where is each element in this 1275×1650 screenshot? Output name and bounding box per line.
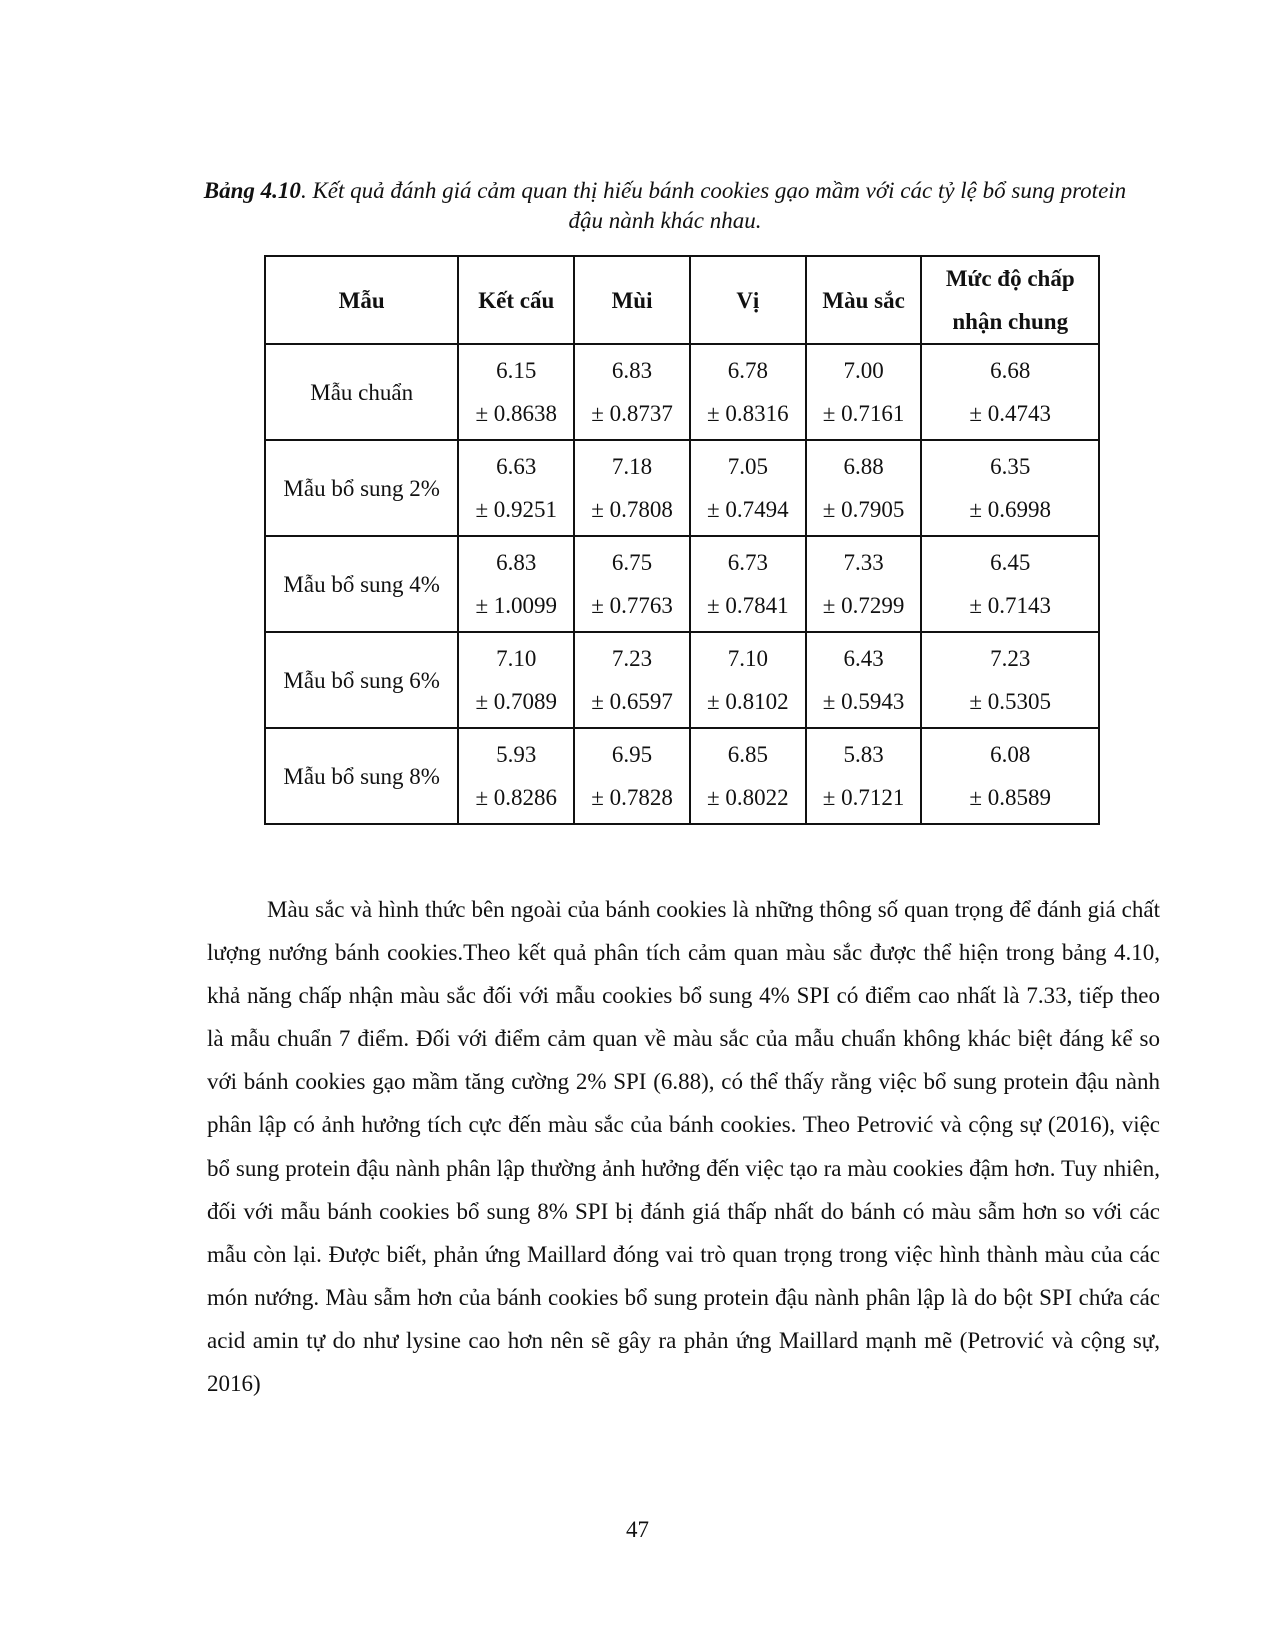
- score-cell: [574, 536, 690, 632]
- score-cell: [690, 632, 806, 728]
- sample-name: Mẫu bổ sung 2%: [265, 440, 458, 536]
- sample-name: Mẫu bổ sung 4%: [265, 536, 458, 632]
- score-mean: 7.05: [727, 454, 768, 479]
- score-sd: ± 0.4743: [969, 401, 1052, 426]
- score-cell: [806, 440, 922, 536]
- score-sd: ± 0.8638: [475, 401, 558, 426]
- score-cell: [458, 632, 574, 728]
- score-mean: 5.93: [496, 742, 537, 767]
- score-mean: 6.88: [843, 454, 884, 479]
- score-sd: ± 0.8286: [475, 785, 558, 810]
- score-cell: [690, 440, 806, 536]
- page-number: 47: [626, 1517, 649, 1542]
- score-sd: ± 0.8316: [707, 401, 789, 426]
- score-sd: ± 0.6597: [591, 689, 673, 714]
- score-sd: ± 0.9251: [475, 497, 558, 522]
- score-cell: [806, 632, 922, 728]
- score-cell: [458, 536, 574, 632]
- header-texture: Kết cấu: [458, 256, 574, 344]
- score-cell: [574, 344, 690, 440]
- table-header-row: [265, 256, 1099, 344]
- score-mean: 6.83: [496, 550, 537, 575]
- sample-name: Mẫu chuẩn: [265, 344, 458, 440]
- score-mean: 6.75: [611, 550, 653, 575]
- score-sd: ± 0.8589: [969, 785, 1052, 810]
- body-paragraph: Màu sắc và hình thức bên ngoài của bánh cookies là những thông số quan trọng để đánh giá chất lượng nướng bánh cookies.Theo kết quả phân tích cảm quan màu sắc được thể hiện trong bảng 4.10, khả năng chấp nhận màu sắc đối với mẫu cookies bổ sung 4% SPI có điểm cao nhất là 7.33, tiếp theo là mẫu chuẩn 7 điểm. Đối với điểm cảm quan về màu sắc của mẫu chuẩn không khác biệt đáng kể so với bánh cookies gạo mầm tăng cường 2% SPI (6.88), có thể thấy rằng việc bổ sung protein đậu nành phân lập có ảnh hưởng tích cực đến màu sắc của bánh cookies. Theo Petrović và cộng sự (2016), việc bổ sung protein đậu nành phân lập thường ảnh hưởng đến việc tạo ra màu cookies đậm hơn. Tuy nhiên, đối với mẫu bánh cookies bổ sung 8% SPI bị đánh giá thấp nhất do bánh có màu sẫm hơn so với các mẫu còn lại. Được biết, phản ứng Maillard đóng vai trò quan trọng trong việc hình thành màu của các món nướng. Màu sẫm hơn của bánh cookies bổ sung protein đậu nành phân lập là do bột SPI chứa các acid amin tự do như lysine cao hơn nên sẽ gây ra phản ứng Maillard mạnh mẽ (Petrović và cộng sự, 2016): [207, 897, 1160, 1397]
- score-cell: [690, 344, 806, 440]
- score-mean: 7.10: [727, 646, 768, 671]
- sensory-results-table: [264, 255, 1100, 825]
- score-cell: [458, 440, 574, 536]
- header-taste: Vị: [690, 256, 806, 344]
- score-sd: ± 0.5943: [822, 689, 905, 714]
- score-mean: 6.68: [990, 358, 1031, 383]
- score-sd: ± 0.7905: [822, 497, 905, 522]
- score-cell: [690, 728, 806, 824]
- sample-name: Mẫu bổ sung 8%: [265, 728, 458, 824]
- score-mean: 6.78: [727, 358, 768, 383]
- score-cell: [458, 728, 574, 824]
- score-sd: ± 0.6998: [969, 497, 1052, 522]
- score-cell: [806, 344, 922, 440]
- score-mean: 6.45: [990, 550, 1031, 575]
- score-cell: [690, 536, 806, 632]
- score-mean: 7.10: [496, 646, 537, 671]
- score-mean: 6.83: [611, 358, 653, 383]
- table-row: [265, 536, 1099, 632]
- score-cell: [806, 728, 922, 824]
- header-color: Màu sắc: [806, 256, 922, 344]
- table-row: [265, 344, 1099, 440]
- score-sd: ± 0.7828: [591, 785, 673, 810]
- score-mean: 6.95: [611, 742, 653, 767]
- sample-name: Mẫu bổ sung 6%: [265, 632, 458, 728]
- table-row: [265, 440, 1099, 536]
- score-sd: ± 0.8737: [591, 401, 673, 426]
- header-sample: Mẫu: [265, 256, 458, 344]
- score-sd: ± 0.7161: [822, 401, 905, 426]
- table-caption-text: . Kết quả đánh giá cảm quan thị hiếu bánh cookies gạo mầm với các tỷ lệ bổ sung protein đậu nành khác nhau.: [300, 178, 1127, 233]
- score-cell: [458, 344, 574, 440]
- score-sd: ± 0.7121: [822, 785, 905, 810]
- score-mean: 6.15: [496, 358, 537, 383]
- score-sd: ± 0.7089: [475, 689, 558, 714]
- score-cell: [806, 536, 922, 632]
- score-mean: 6.63: [496, 454, 537, 479]
- score-sd: ± 0.8022: [707, 785, 789, 810]
- header-overall-acceptance: Mức độ chấp nhận chung: [921, 256, 1099, 344]
- score-mean: 7.00: [843, 358, 884, 383]
- score-mean: 6.73: [727, 550, 768, 575]
- score-mean: 7.23: [611, 646, 653, 671]
- score-cell: [921, 344, 1099, 440]
- header-odor: Mùi: [574, 256, 690, 344]
- score-cell: [921, 632, 1099, 728]
- score-sd: ± 0.7299: [822, 593, 905, 618]
- score-sd: ± 0.8102: [707, 689, 789, 714]
- score-mean: 6.08: [990, 742, 1031, 767]
- score-cell: [574, 440, 690, 536]
- table-caption: [200, 176, 1130, 236]
- score-cell: [574, 728, 690, 824]
- score-mean: 6.43: [843, 646, 884, 671]
- score-sd: ± 0.7763: [591, 593, 673, 618]
- score-sd: ± 1.0099: [475, 593, 558, 618]
- table-row: [265, 728, 1099, 824]
- score-mean: 7.33: [843, 550, 884, 575]
- score-cell: [921, 536, 1099, 632]
- table-caption-label: Bảng 4.10: [203, 178, 301, 203]
- score-sd: ± 0.7143: [969, 593, 1052, 618]
- score-sd: ± 0.7841: [707, 593, 789, 618]
- score-sd: ± 0.5305: [969, 689, 1052, 714]
- score-mean: 7.23: [990, 646, 1031, 671]
- score-cell: [921, 728, 1099, 824]
- table-row: [265, 632, 1099, 728]
- score-mean: 6.85: [727, 742, 768, 767]
- score-sd: ± 0.7808: [591, 497, 673, 522]
- score-sd: ± 0.7494: [707, 497, 789, 522]
- score-mean: 5.83: [843, 742, 884, 767]
- score-cell: [921, 440, 1099, 536]
- score-cell: [574, 632, 690, 728]
- score-mean: 7.18: [611, 454, 653, 479]
- score-mean: 6.35: [990, 454, 1031, 479]
